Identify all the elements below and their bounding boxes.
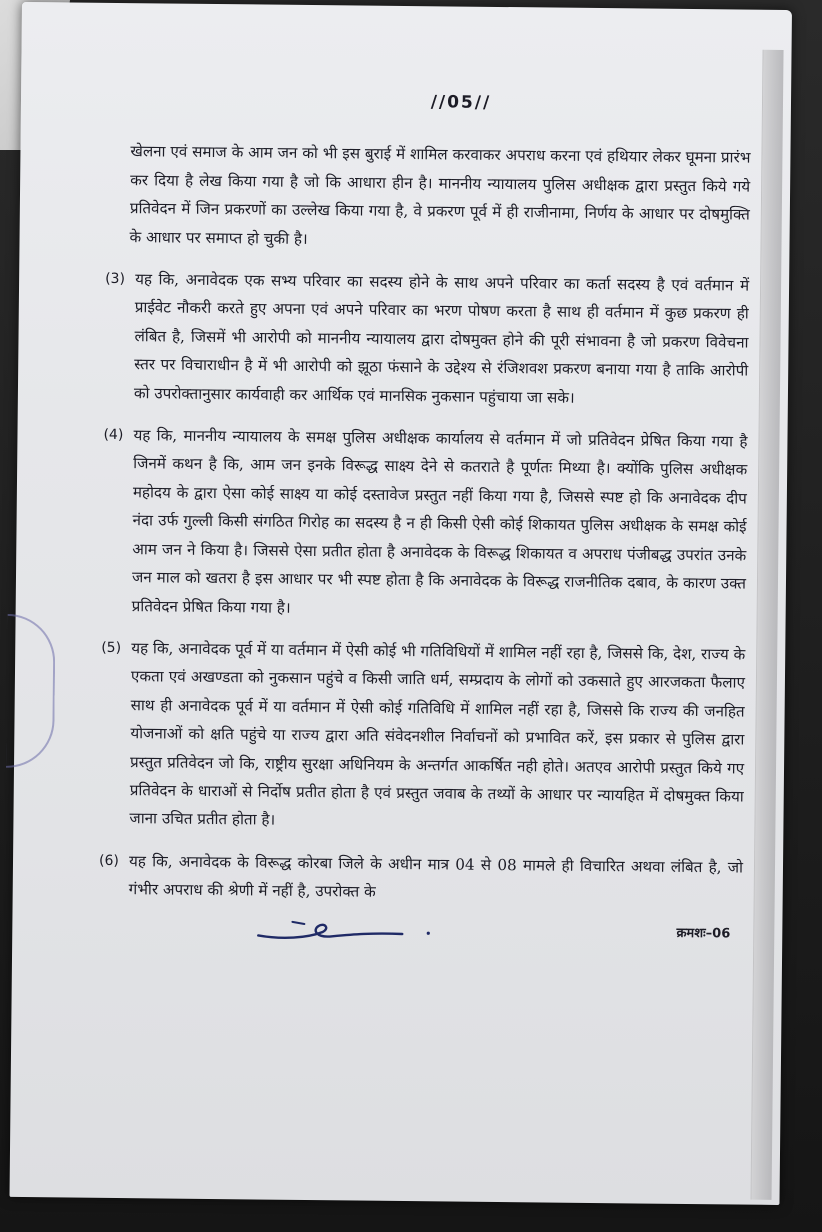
item-text: यह कि, अनावेदक के विरूद्ध कोरबा जिले के अधीन मात्र 04 से 08 मामले ही विचारित अथवा लंबित है, जो गंभीर अपराध की श्रेणी में नहीं है, उपरोक्त के: [128, 851, 744, 901]
page-stack-edge: [751, 50, 784, 1200]
item-text: यह कि, माननीय न्यायालय के समक्ष पुलिस अधीक्षक कार्यालय से वर्तमान में जो प्रतिवेदन प्रेषित किया गया है जिनमें कथन है कि, आम जन इनके विरूद्ध साक्ष्य देने से कतराते है पूर्णतः मिथ्या है। क्योंकि पुलिस अधीक्षक महोदय के द्वारा ऐसा कोई साक्ष्य या कोई दस्तावेज प्रस्तुत नहीं किया गया है, जिससे स्पष्ट हो कि अनावेदक दीप नंदा उर्फ गुल्ली किसी संगठित गिरोह का सदस्य है न ही किसी ऐसी कोई शिकायत पुलिस अधीक्षक के समक्ष कोई आम जन ने किया है। जिससे ऐसा प्रतीत होता है अनावेदक के विरूद्ध शिकायत व अपराध पंजीबद्ध उपरांत उनके जन माल को खतरा है इस आधार पर भी स्पष्ट होता है कि अनावेदक के विरूद्ध राजनीतिक दबाव, के कारण उक्त प्रतिवेदन प्रेषित किया गया है।: [131, 426, 748, 617]
continued-label: क्रमशः–06: [676, 925, 731, 941]
list-item: [98, 847, 744, 910]
page-number: //05//: [430, 92, 492, 113]
item-number: (5): [101, 639, 122, 656]
list-item: [101, 634, 746, 839]
item-number: (4): [103, 426, 124, 444]
item-number: (3): [105, 270, 126, 288]
intro-paragraph: खेलना एवं समाज के आम जन को भी इस बुराई में शामिल करवाकर अपराध करना एवं हथियार लेकर घूमना प्रारंभ कर दिया है लेख किया गया है जो कि आधारा हीन है। माननीय न्यायालय पुलिस अधीक्षक द्वारा प्रस्तुत किये गये प्रतिवेदन में जिन प्रकरणों का उल्लेख किया गया है, वे प्रकरण पूर्व में ही राजीनामा, निर्णय के आधार पर दोषमुक्ति के आधार पर समाप्त हो चुकी है।: [129, 142, 751, 248]
document-page: [10, 2, 792, 1205]
item-number: (6): [98, 852, 119, 869]
page-footer: [122, 908, 742, 954]
list-item: [105, 265, 750, 414]
signature-mark: [252, 909, 452, 945]
item-text: यह कि, अनावेदक एक सभ्य परिवार का सदस्य होने के साथ अपने परिवार का कर्ता सदस्य है एवं वर्तमान में प्राईवेट नौकरी करते हुए अपना एवं अपने परिवार का भरण पोषण करता है साथ ही वर्तमान में कुछ प्रकरण ही लंबित है, जिसमें भी आरोपी को माननीय न्यायालय द्वारा दोषमुक्त होने की पूरी संभावना है जो प्रकरण विवेचना स्तर पर विचाराधीन है में भी आरोपी को झूठा फंसाने के उद्देश्य से रंजिशवश प्रकरण बनाया गया है ताकि आरोपी को उपरोक्तानुसार कार्यवाही कर आर्थिक एवं मानसिक नुकसान पहुंचाया जा सके।: [133, 270, 750, 407]
seal-stamp: [6, 614, 56, 768]
item-text: यह कि, अनावेदक पूर्व में या वर्तमान में ऐसी कोई भी गतिविधियों में शामिल नहीं रहा है, जिससे कि, देश, राज्य के एकता एवं अखण्डता को नुकसान पहुंचे व किसी जाति धर्म, सम्प्रदाय के लोगों को उकसाते हुए आरजकता फैलाए साथ ही अनावेदक पूर्व में या वर्तमान में ऐसी कोई गतिविधि में शामिल नहीं रहा है, जिससे कि राज्य की जनहित योजनाओं को क्षति पहुंचे या राज्य द्वारा अति संवेदनशील निर्वाचनों को प्रभावित करें, इस प्रकार से पुलिस द्वारा प्रस्तुत प्रतिवेदन जो कि, राष्ट्रीय सुरक्षा अधिनियम के अन्तर्गत आकर्षित नही होते। अतएव आरोपी प्रस्तुत किये गए प्रतिवेदन के धाराओं से निर्दोष प्रतीत होता है एवं प्रस्तुत जवाब के तथ्यों के आधार पर न्यायहित में दोषमुक्त किया जाना उचित प्रतीत होता है।: [129, 639, 746, 830]
page-content: [98, 73, 751, 954]
list-item: [103, 421, 748, 626]
